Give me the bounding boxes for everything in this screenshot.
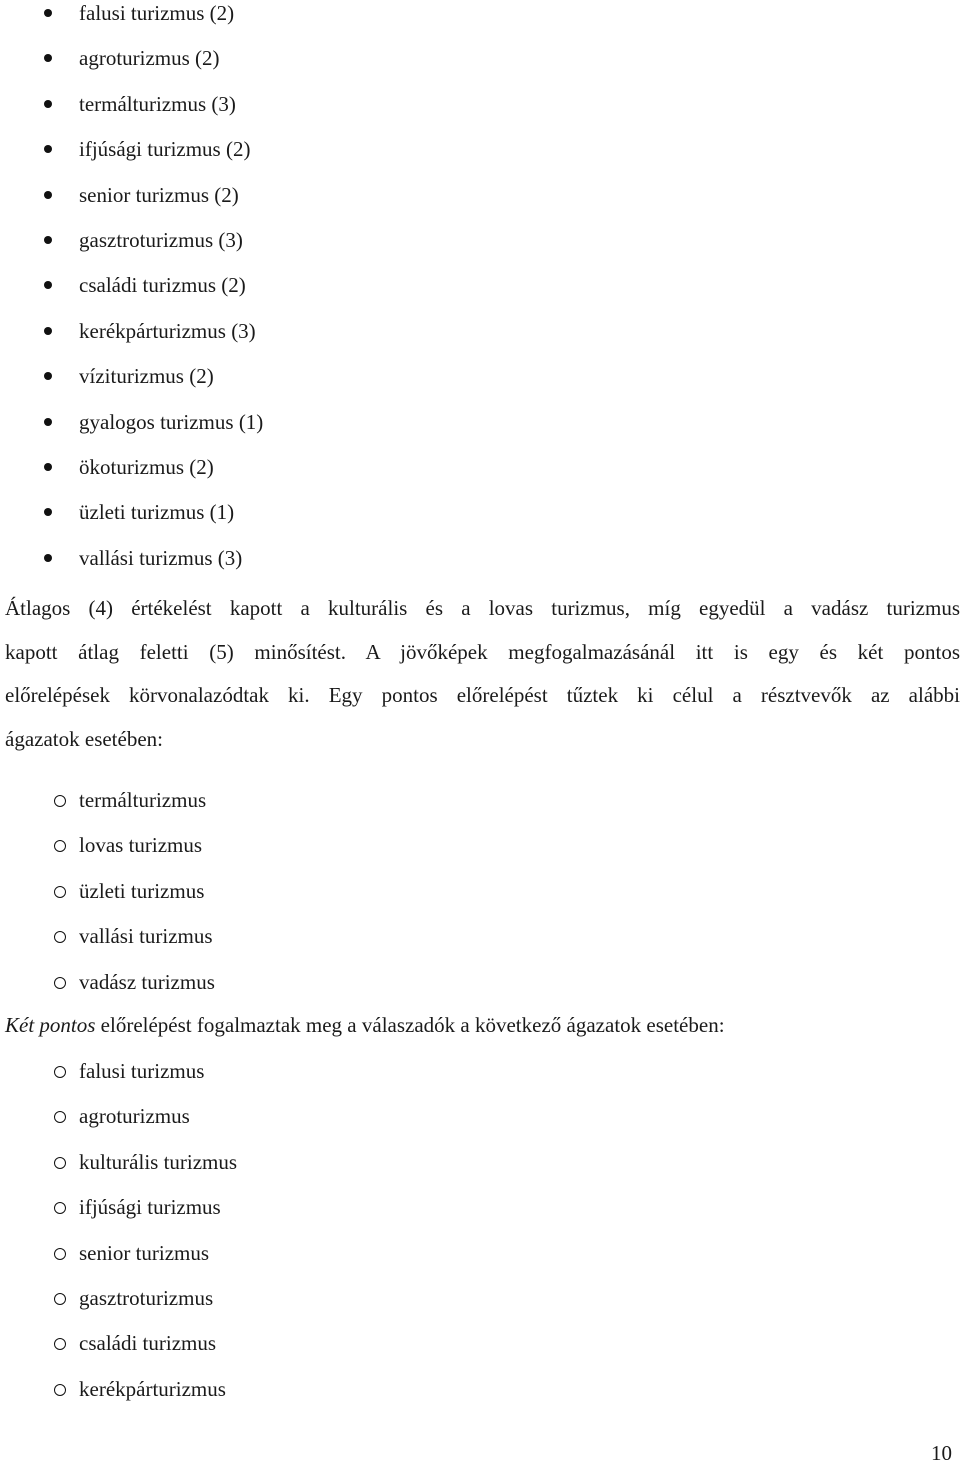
list-item: senior turizmus (2) <box>0 182 263 227</box>
paragraph-line: ágazatok esetében: <box>5 726 163 751</box>
list-item: családi turizmus <box>0 1330 237 1375</box>
page-number: 10 <box>931 1441 952 1465</box>
list-item: vallási turizmus (3) <box>0 545 263 590</box>
list-item: kerékpárturizmus (3) <box>0 318 263 363</box>
list-item: üzleti turizmus <box>0 878 215 923</box>
list-item: agroturizmus (2) <box>0 45 263 90</box>
paragraph-line: Átlagos (4) értékelést kapott a kulturális és a lovas turizmus, míg egyedül a vadász turizmus <box>5 596 960 620</box>
two-point-sentence <box>5 1012 725 1038</box>
list-item: gasztroturizmus (3) <box>0 227 263 272</box>
sentence-text: előrelépést fogalmaztak meg a válaszadók a következő ágazatok esetében: <box>95 1013 725 1037</box>
italic-phrase: Két pontos <box>5 1013 96 1037</box>
list-item: üzleti turizmus (1) <box>0 499 263 544</box>
ratings-list <box>0 0 263 590</box>
list-item: kerékpárturizmus <box>0 1376 237 1421</box>
list-item: gyalogos turizmus (1) <box>0 409 263 454</box>
list-item: ökoturizmus (2) <box>0 454 263 499</box>
list-item: ifjúsági turizmus <box>0 1194 237 1239</box>
body-paragraph <box>5 587 960 761</box>
list-item: gasztroturizmus <box>0 1285 237 1330</box>
list-item: termálturizmus (3) <box>0 91 263 136</box>
list-item: kulturális turizmus <box>0 1149 237 1194</box>
list-item: agroturizmus <box>0 1103 237 1148</box>
two-point-list <box>0 1058 237 1421</box>
list-item: vallási turizmus <box>0 923 215 968</box>
list-item: ifjúsági turizmus (2) <box>0 136 263 181</box>
list-item: családi turizmus (2) <box>0 272 263 317</box>
paragraph-line: előrelépések körvonalazódtak ki. Egy pontos előrelépést tűztek ki célul a résztvevők az alábbi <box>5 683 960 708</box>
list-item: víziturizmus (2) <box>0 363 263 408</box>
list-item: senior turizmus <box>0 1240 237 1285</box>
paragraph-line: kapott átlag feletti (5) minősítést. A jövőképek megfogalmazásánál itt is egy és két pontos <box>5 639 960 664</box>
one-point-list <box>0 787 215 1014</box>
list-item: termálturizmus <box>0 787 215 832</box>
list-item: vadász turizmus <box>0 969 215 1014</box>
list-item: falusi turizmus (2) <box>0 0 263 45</box>
list-item: lovas turizmus <box>0 832 215 877</box>
list-item: falusi turizmus <box>0 1058 237 1103</box>
